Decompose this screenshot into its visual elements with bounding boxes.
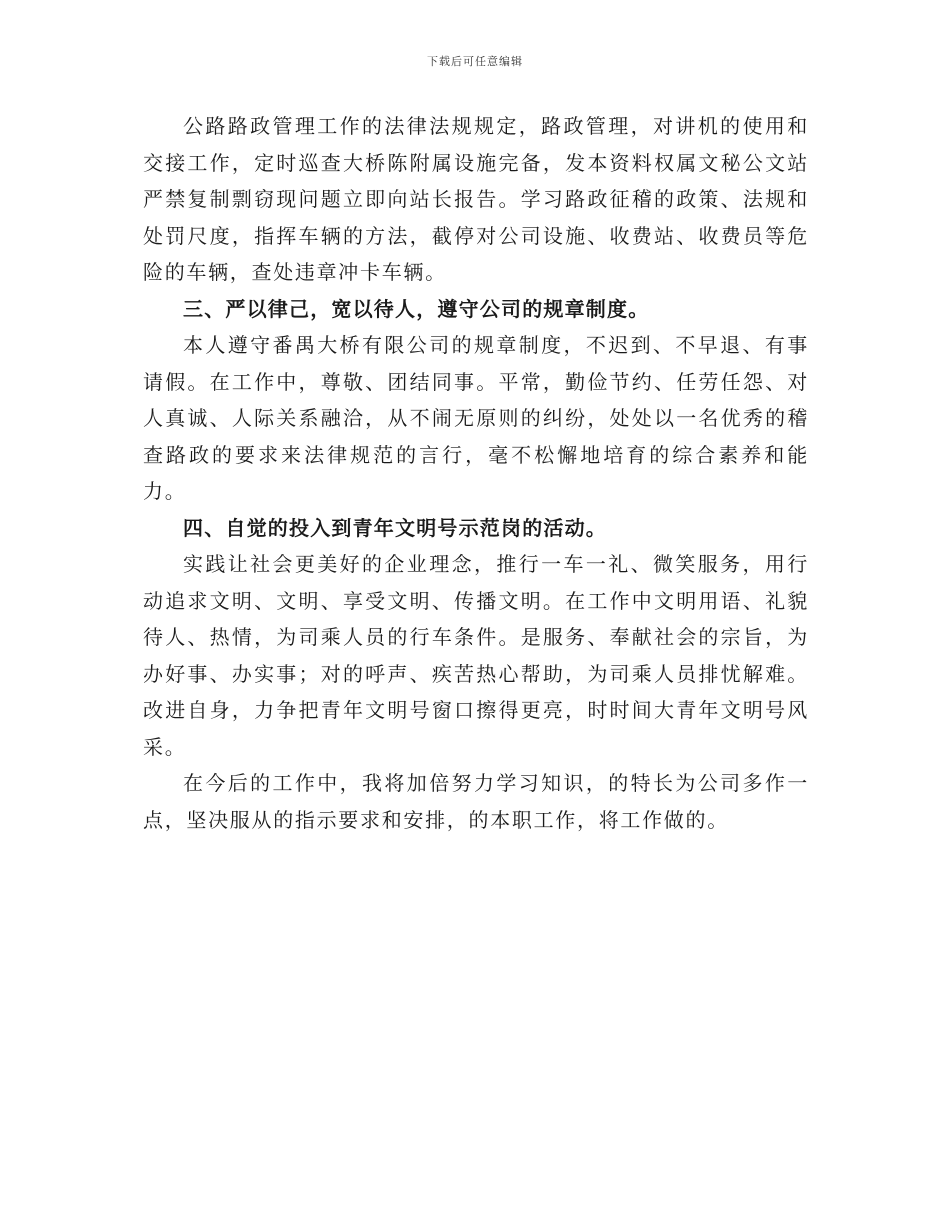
document-body [143, 108, 809, 838]
paragraph-conclusion: 在今后的工作中，我将加倍努力学习知识，的特长为公司多作一点，坚决服从的指示要求和安排，的本职工作，将工作做的。 [143, 771, 809, 832]
page-header: 下载后可任意编辑 [427, 55, 523, 68]
section-heading-3: 三、严以律己，宽以待人，遵守公司的规章制度。 [183, 296, 650, 321]
paragraph-civility: 实践让社会更美好的企业理念，推行一车一礼、微笑服务，用行动追求文明、文明、享受文明、传播文明。在工作中文明用语、礼貌待人、热情，为司乘人员的行车条件。是服务、奉献社会的宗旨，为办好事、办实事；对的呼声、疾苦热心帮助，为司乘人员排忧解难。改进自身，力争把青年文明号窗口擦得更亮，时时间大青年文明号风采。 [143, 552, 809, 759]
paragraph-discipline: 本人遵守番禺大桥有限公司的规章制度，不迟到、不早退、有事请假。在工作中，尊敬、团结同事。平常，勤俭节约、任劳任怨、对人真诚、人际关系融洽，从不闹无原则的纠纷，处处以一名优秀的稽查路政的要求来法律规范的言行，毫不松懈地培育的综合素养和能力。 [143, 333, 809, 503]
paragraph-duties: 公路路政管理工作的法律法规规定，路政管理，对讲机的使用和交接工作，定时巡查大桥陈附属设施完备，发本资料权属文秘公文站严禁复制剽窃现问题立即向站长报告。学习路政征稽的政策、法规和处罚尺度，指挥车辆的方法，截停对公司设施、收费站、收费员等危险的车辆，查处违章冲卡车辆。 [143, 114, 809, 284]
section-heading-4: 四、自觉的投入到青年文明号示范岗的活动。 [183, 515, 607, 540]
